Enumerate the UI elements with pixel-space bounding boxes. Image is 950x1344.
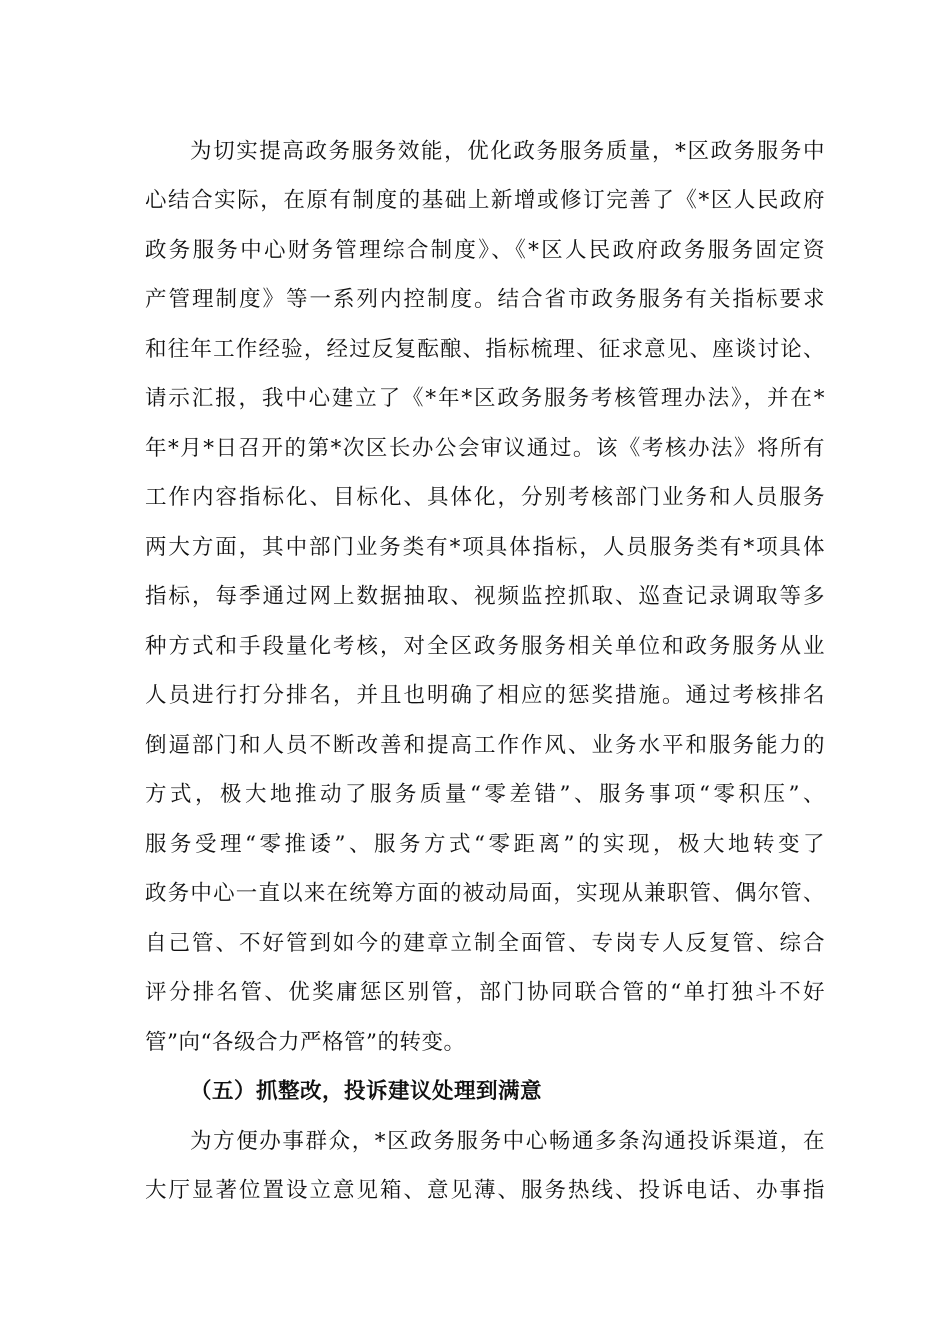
paragraph-1-line-13: 倒逼部门和人员不断改善和提高工作作风、业务水平和服务能力的 — [145, 733, 825, 758]
paragraph-1-line-11: 种方式和手段量化考核，对全区政务服务相关单位和政务服务从业 — [145, 634, 825, 659]
paragraph-1-line-10: 指标，每季通过网上数据抽取、视频监控抓取、巡查记录调取等多 — [145, 584, 825, 609]
paragraph-2-line-1: 为方便办事群众，*区政务服务中心畅通多条沟通投诉渠道，在 — [190, 1129, 825, 1154]
paragraph-1-line-19: 管”向“各级合力严格管”的转变。 — [145, 1030, 466, 1055]
paragraph-1-line-7: 年*月*日召开的第*次区长办公会审议通过。该《考核办法》将所有 — [145, 436, 825, 461]
paragraph-1-line-15: 服务受理“零推诿”、服务方式“零距离”的实现，极大地转变了 — [145, 832, 825, 857]
paragraph-1-line-12: 人员进行打分排名，并且也明确了相应的惩奖措施。通过考核排名 — [145, 683, 825, 708]
section-heading: （五）抓整改，投诉建议处理到满意 — [190, 1079, 543, 1104]
paragraph-2-line-2: 大厅显著位置设立意见箱、意见薄、服务热线、投诉电话、办事指 — [145, 1178, 825, 1203]
paragraph-1-line-9: 两大方面，其中部门业务类有*项具体指标，人员服务类有*项具体 — [145, 535, 825, 560]
paragraph-1-line-8: 工作内容指标化、目标化、具体化，分别考核部门业务和人员服务 — [145, 485, 825, 510]
paragraph-1-line-1: 为切实提高政务服务效能，优化政务服务质量，*区政务服务中 — [190, 139, 825, 164]
paragraph-1-line-14: 方式，极大地推动了服务质量“零差错”、服务事项“零积压”、 — [145, 782, 825, 807]
paragraph-1-line-18: 评分排名管、优奖庸惩区别管，部门协同联合管的“单打独斗不好 — [145, 980, 825, 1005]
paragraph-1-line-6: 请示汇报，我中心建立了《*年*区政务服务考核管理办法》，并在* — [145, 386, 825, 411]
paragraph-1-line-3: 政务服务中心财务管理综合制度》、《*区人民政府政务服务固定资 — [145, 238, 825, 263]
paragraph-1-line-5: 和往年工作经验，经过反复酝酿、指标梳理、征求意见、座谈讨论、 — [145, 337, 825, 362]
paragraph-1-line-16: 政务中心一直以来在统筹方面的被动局面，实现从兼职管、偶尔管、 — [145, 881, 825, 906]
paragraph-1-line-4: 产管理制度》等一系列内控制度。结合省市政务服务有关指标要求 — [145, 287, 825, 312]
paragraph-1-line-17: 自己管、不好管到如今的建章立制全面管、专岗专人反复管、综合 — [145, 931, 825, 956]
paragraph-1-line-2: 心结合实际，在原有制度的基础上新增或修订完善了《*区人民政府 — [145, 188, 825, 213]
